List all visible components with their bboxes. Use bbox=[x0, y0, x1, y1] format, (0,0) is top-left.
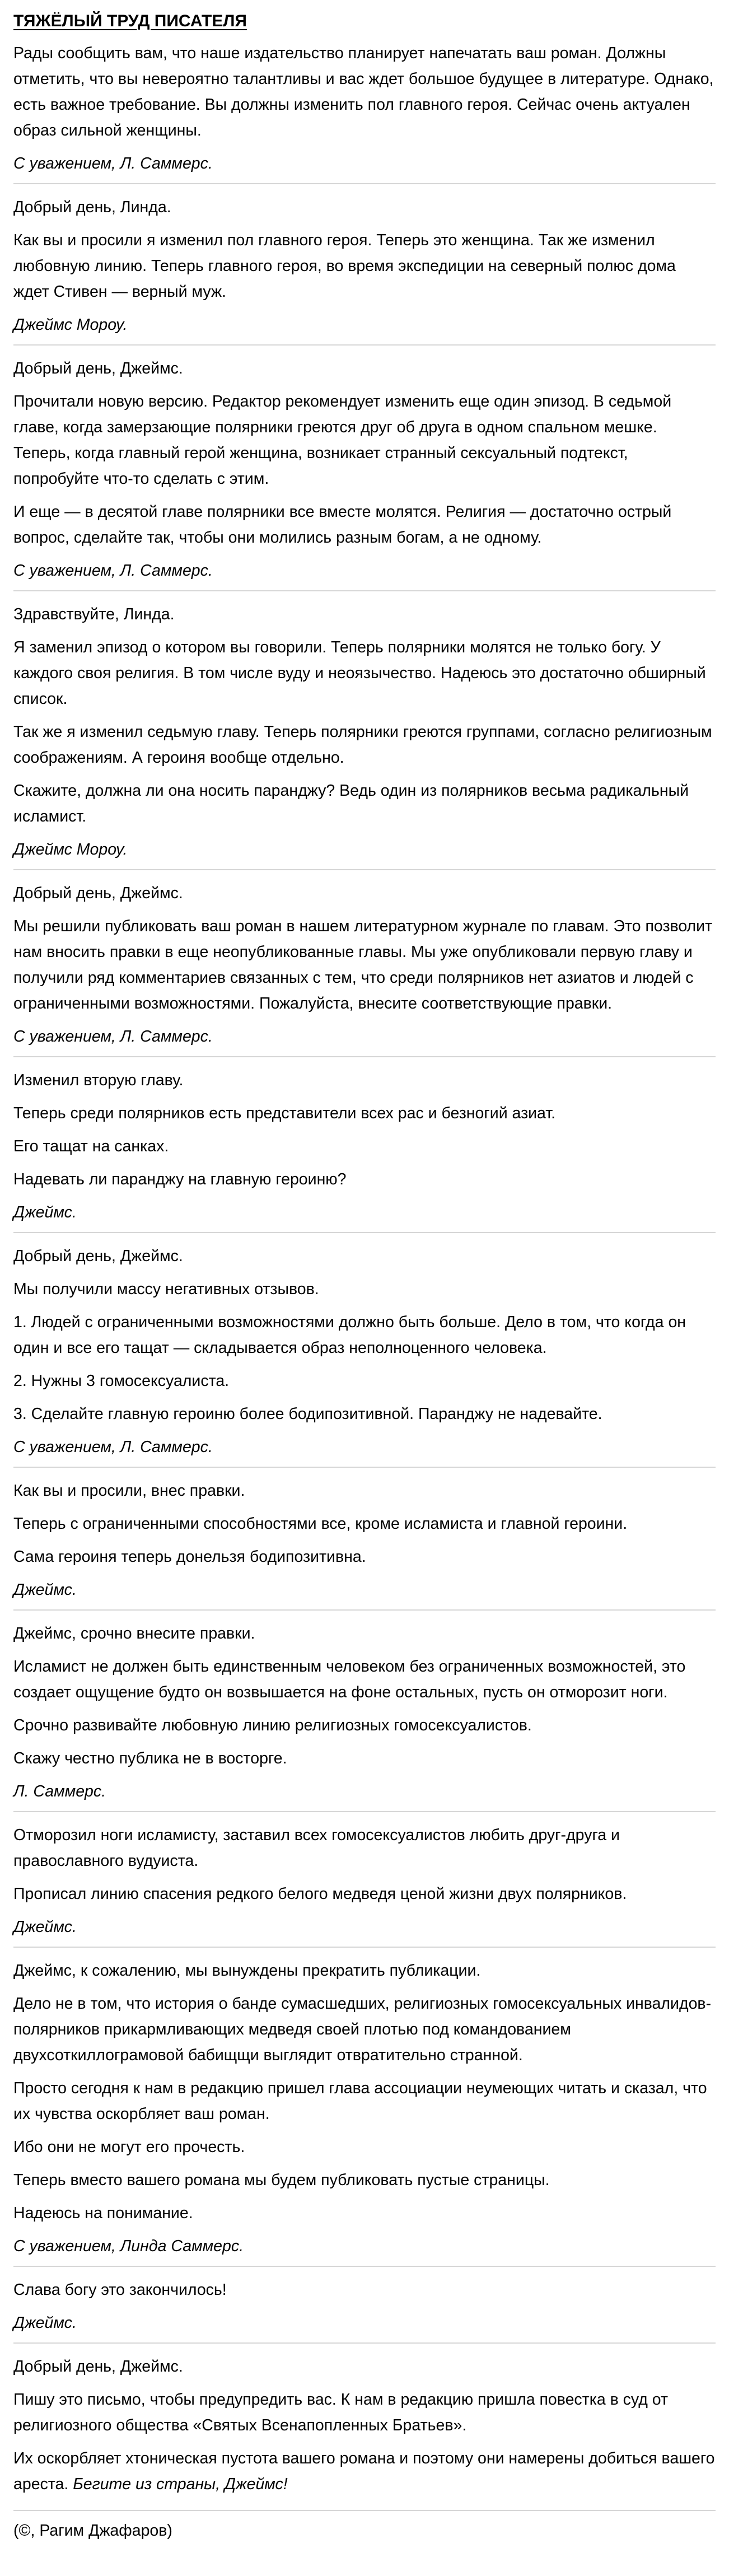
letter-paragraph: 1. Людей с ограниченными возможностями должно быть больше. Дело в том, что когда он один и все его тащат — складывается образ неполноценного человека. bbox=[13, 1313, 686, 1357]
article bbox=[13, 0, 716, 2544]
letter-paragraph: Так же я изменил седьмую главу. Теперь полярники греются группами, согласно религиозным соображениям. А героиня вообще отдельно. bbox=[13, 723, 712, 767]
letter-signature: С уважением, Л. Саммерс. bbox=[13, 562, 213, 580]
letter-paragraph: Добрый день, Джеймс. bbox=[13, 1247, 183, 1265]
letter-paragraph: Джеймс, к сожалению, мы вынуждены прекратить публикации. bbox=[13, 1962, 481, 1980]
letter-signature: С уважением, Линда Саммерс. bbox=[13, 2237, 244, 2255]
letter-paragraph: Здравствуйте, Линда. bbox=[13, 605, 175, 623]
letter-paragraph: Я заменил эпизод о котором вы говорили. Теперь полярники молятся не только богу. У каждого своя религия. В том числе вуду и неоязычество. Надеюсь это достаточно обширный список. bbox=[13, 638, 706, 708]
letter-paragraph: Добрый день, Джеймс. bbox=[13, 884, 183, 902]
letter-paragraph: Сама героиня теперь донельзя бодипозитивна. bbox=[13, 1548, 366, 1566]
letter bbox=[13, 1819, 716, 1948]
letter-paragraph: 3. Сделайте главную героиню более бодипозитивной. Паранджу не надевайте. bbox=[13, 1405, 602, 1423]
letter-paragraph: Ибо они не могут его прочесть. bbox=[13, 2138, 245, 2156]
letter bbox=[13, 598, 716, 870]
letter bbox=[13, 191, 716, 346]
letter-paragraph: Срочно развивайте любовную линию религиозных гомосексуалистов. bbox=[13, 1716, 532, 1734]
letter-signature: Джеймс Мороу. bbox=[13, 841, 128, 858]
letter-paragraph: Прочитали новую версию. Редактор рекомендует изменить еще один эпизод. В седьмой главе, когда замерзающие полярники греются друг об друга в одном спальном мешке. Теперь, когда главный герой женщина, возникает странный сексуальный подтекст, попробуйте что-то сделать с этим. bbox=[13, 393, 672, 488]
letter bbox=[13, 1240, 716, 1468]
letter-paragraph: Скажите, должна ли она носить паранджу? Ведь один из полярников весьма радикальный исламист. bbox=[13, 782, 689, 825]
letter bbox=[13, 2350, 716, 2511]
letter-paragraph: Добрый день, Джеймс. bbox=[13, 2358, 183, 2376]
letter-paragraph: Теперь вместо вашего романа мы будем публиковать пустые страницы. bbox=[13, 2171, 550, 2189]
letter bbox=[13, 352, 716, 591]
letter-paragraph: Дело не в том, что история о банде сумасшедших, религиозных гомосексуальных инвалидов-полярников прикармливающих медведя своей плотью под командованием двухсоткиллограмовой бабищщи выглядит отвратительно странной. bbox=[13, 1995, 712, 2064]
letter-signature: Джеймс. bbox=[13, 2314, 77, 2332]
letter bbox=[13, 1617, 716, 1812]
letter-paragraph: И еще — в десятой главе полярники все вместе молятся. Религия — достаточно острый вопрос, сделайте так, чтобы они молились разным богам, а не одному. bbox=[13, 503, 672, 547]
letter bbox=[13, 37, 716, 184]
letter-paragraph: Слава богу это закончилось! bbox=[13, 2281, 227, 2299]
letter-paragraph: Просто сегодня к нам в редакцию пришел глава ассоциации неумеющих читать и сказал, что их чувства оскорбляет ваш роман. bbox=[13, 2079, 707, 2123]
letters-list bbox=[13, 37, 716, 2511]
letter-paragraph: Его тащат на санках. bbox=[13, 1137, 169, 1155]
closing-text: Их оскорбляет хтоническая пустота вашего романа и поэтому они намерены добиться вашего ареста. bbox=[13, 2449, 715, 2493]
letter-paragraph: Скажу честно публика не в восторге. bbox=[13, 1749, 287, 1767]
letter bbox=[13, 1474, 716, 1611]
letter-paragraph: Исламист не должен быть единственным человеком без ограниченных возможностей, это создает ощущение будто он возвышается на фоне остальных, пусть он отморозит ноги. bbox=[13, 1658, 686, 1701]
letter-paragraph: Теперь с ограниченными способностями все, кроме исламиста и главной героини. bbox=[13, 1515, 628, 1533]
letter-signature: Джеймс Мороу. bbox=[13, 316, 128, 334]
letter-paragraph: 2. Нужны 3 гомосексуалиста. bbox=[13, 1372, 230, 1390]
letter-paragraph: Джеймс, срочно внесите правки. bbox=[13, 1625, 255, 1642]
letter-paragraph: Надевать ли паранджу на главную героиню? bbox=[13, 1170, 347, 1188]
letter-paragraph: Пишу это письмо, чтобы предупредить вас. К нам в редакцию пришла повестка в суд от религиозного общества «Святых Всенапопленных Братьев». bbox=[13, 2391, 669, 2434]
letter-paragraph: Надеюсь на понимание. bbox=[13, 2204, 193, 2222]
letter-signature: Джеймс. bbox=[13, 1918, 77, 1936]
letter-paragraph: Прописал линию спасения редкого белого медведя ценой жизни двух полярников. bbox=[13, 1885, 627, 1903]
closing-italic-text: Бегите из страны, Джеймс! bbox=[73, 2475, 288, 2493]
page-title: ТЯЖЁЛЫЙ ТРУД ПИСАТЕЛЯ bbox=[13, 12, 247, 30]
letter-signature: С уважением, Л. Саммерс. bbox=[13, 1028, 213, 1046]
letter-paragraph: Теперь среди полярников есть представители всех рас и безногий азиат. bbox=[13, 1104, 556, 1122]
letter-closing-paragraph bbox=[13, 2446, 716, 2497]
letter-paragraph: Как вы и просили, внес правки. bbox=[13, 1482, 245, 1500]
letter bbox=[13, 1064, 716, 1233]
letter-paragraph: Как вы и просили я изменил пол главного героя. Теперь это женщина. Так же изменил любовную линию. Теперь главного героя, во время экспедиции на северный полюс дома ждет Стивен — верный муж. bbox=[13, 231, 676, 301]
letter-paragraph: Мы решили публиковать ваш роман в нашем литературном журнале по главам. Это позволит нам вносить правки в еще неопубликованные главы. Мы уже опубликовали первую главу и получили ряд комментариев связанных с тем, что среди полярников нет азиатов и людей с ограниченными возможностями. Пожалуйста, внесите соответствующие правки. bbox=[13, 917, 713, 1012]
letter bbox=[13, 877, 716, 1057]
letter-signature: С уважением, Л. Саммерс. bbox=[13, 1438, 213, 1456]
letter-signature: Джеймс. bbox=[13, 1203, 77, 1221]
letter-signature: Джеймс. bbox=[13, 1581, 77, 1599]
letter bbox=[13, 2274, 716, 2344]
letter-paragraph: Добрый день, Линда. bbox=[13, 198, 171, 216]
letter-paragraph: Изменил вторую главу. bbox=[13, 1071, 184, 1089]
letter-signature: С уважением, Л. Саммерс. bbox=[13, 155, 213, 172]
letter-signature: Л. Саммерс. bbox=[13, 1782, 106, 1800]
letter-paragraph: Мы получили массу негативных отзывов. bbox=[13, 1280, 319, 1298]
copyright-footer: (©, Рагим Джафаров) bbox=[13, 2522, 172, 2540]
letter-paragraph: Рады сообщить вам, что наше издательство планирует напечатать ваш роман. Должны отметить, что вы невероятно талантливы и вас ждет большое будущее в литературе. Однако, есть важное требование. Вы должны изменить пол главного героя. Сейчас очень актуален образ сильной женщины. bbox=[13, 44, 714, 139]
letter-paragraph: Добрый день, Джеймс. bbox=[13, 360, 183, 377]
letter bbox=[13, 1954, 716, 2267]
letter-paragraph: Отморозил ноги исламисту, заставил всех гомосексуалистов любить друг-друга и православного вудуиста. bbox=[13, 1826, 620, 1870]
